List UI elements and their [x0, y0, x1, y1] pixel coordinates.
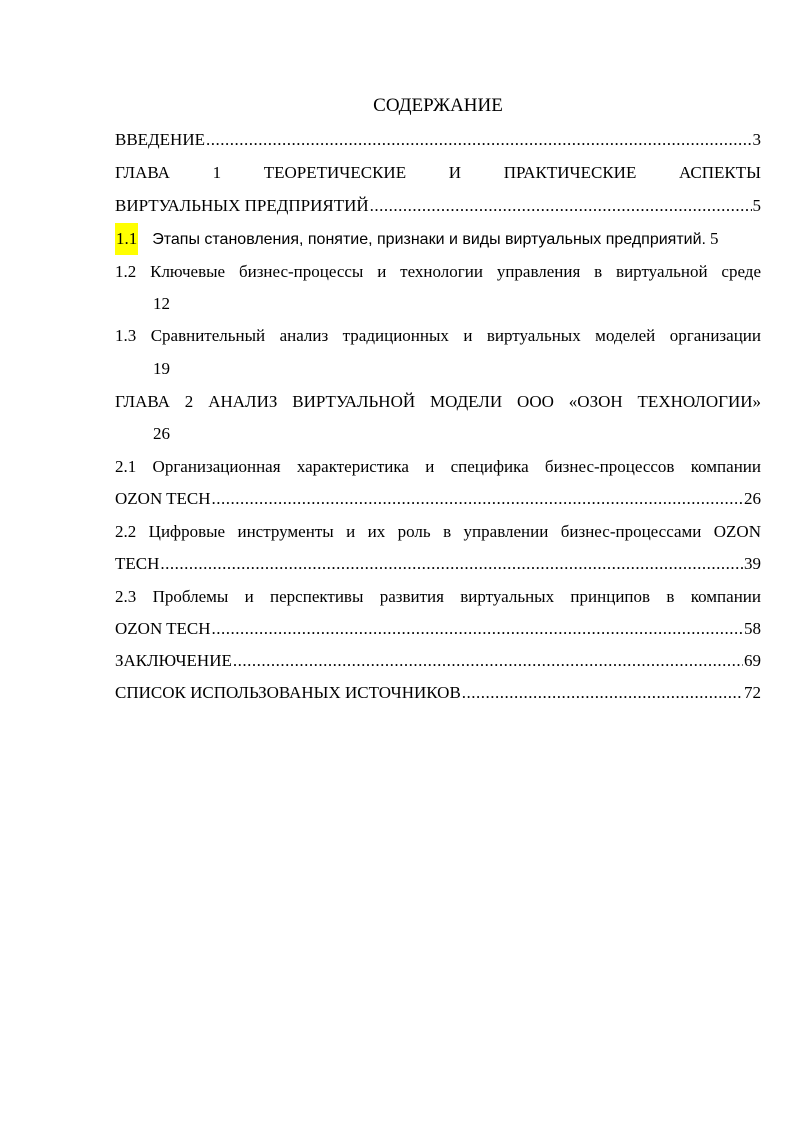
- toc-page-number: 19: [153, 359, 170, 378]
- toc-entry-sources[interactable]: [115, 677, 761, 709]
- toc-entry-text: ВИРТУАЛЬНЫХ ПРЕДПРИЯТИЙ: [115, 196, 369, 215]
- toc-page-number: 5: [709, 229, 719, 248]
- toc-entry-section-2-2-line1[interactable]: 2.2 Цифровые инструменты и их роль в управлении бизнес-процессами OZON: [115, 522, 761, 541]
- dot-leader: [206, 124, 752, 156]
- toc-entry-text: ВВЕДЕНИЕ: [115, 130, 205, 149]
- toc-entry-section-1-1[interactable]: [115, 223, 761, 255]
- toc-entry-text: СПИСОК ИСПОЛЬЗОВАНЫХ ИСТОЧНИКОВ: [115, 683, 461, 702]
- dot-leader: [462, 677, 743, 709]
- toc-entry-section-2-1-line2[interactable]: [115, 483, 761, 515]
- dot-leader: [370, 190, 752, 222]
- toc-entry-section-2-3-line2[interactable]: [115, 613, 761, 645]
- toc-entry-text: OZON TECH: [115, 489, 211, 508]
- toc-entry-intro[interactable]: [115, 124, 761, 156]
- highlighted-section-number: 1.1: [115, 223, 138, 255]
- toc-page-number: 58: [744, 619, 761, 638]
- toc-page-number: 3: [752, 130, 761, 149]
- toc-page-number: 12: [153, 294, 170, 313]
- dot-leader: [212, 613, 743, 645]
- dot-leader: [212, 483, 743, 515]
- toc-page-number: 26: [153, 424, 170, 443]
- toc-entry-chapter2[interactable]: ГЛАВА 2 АНАЛИЗ ВИРТУАЛЬНОЙ МОДЕЛИ ООО «ОЗОН ТЕХНОЛОГИИ»: [115, 392, 761, 411]
- toc-page-number: 39: [744, 554, 761, 573]
- toc-page-number: 69: [744, 651, 761, 670]
- toc-entry-text: ЗАКЛЮЧЕНИЕ: [115, 651, 232, 670]
- toc-entry-chapter1-line1[interactable]: ГЛАВА 1 ТЕОРЕТИЧЕСКИЕ И ПРАКТИЧЕСКИЕ АСПЕКТЫ: [115, 163, 761, 182]
- page-title: СОДЕРЖАНИЕ: [373, 95, 503, 116]
- toc-entry-text: TECH: [115, 554, 160, 573]
- toc-entry-conclusion[interactable]: [115, 645, 761, 677]
- toc-page-number: 5: [752, 196, 761, 215]
- toc-entry-section-2-3-line1[interactable]: 2.3 Проблемы и перспективы развития виртуальных принципов в компании: [115, 587, 761, 606]
- toc-entry-text: OZON TECH: [115, 619, 211, 638]
- toc-entry-section-2-2-line2[interactable]: [115, 548, 761, 580]
- toc-entry-section-2-1-line1[interactable]: 2.1 Организационная характеристика и специфика бизнес-процессов компании: [115, 457, 761, 476]
- toc-page-number: 72: [744, 683, 761, 702]
- dot-leader: [160, 548, 743, 580]
- dot-leader: [233, 645, 743, 677]
- toc-entry-section-1-2[interactable]: 1.2 Ключевые бизнес-процессы и технологии управления в виртуальной среде: [115, 262, 761, 281]
- toc-entry-text: Этапы становления, понятие, признаки и виды виртуальных предприятий.: [152, 231, 706, 248]
- toc-page-number: 26: [744, 489, 761, 508]
- toc-entry-section-1-3[interactable]: 1.3 Сравнительный анализ традиционных и виртуальных моделей организации: [115, 326, 761, 345]
- toc-entry-chapter1-line2[interactable]: [115, 190, 761, 222]
